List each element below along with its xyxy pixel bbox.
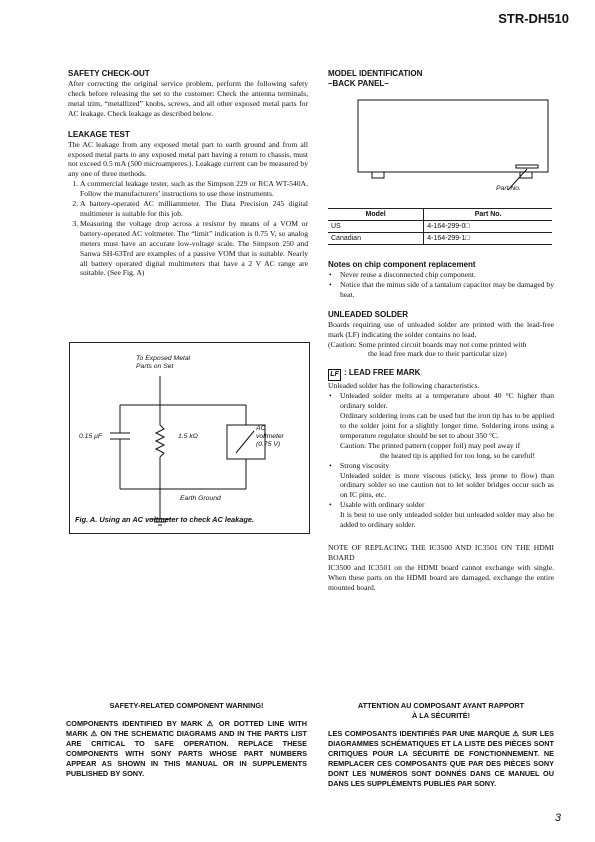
warning-english <box>66 701 307 779</box>
chip-list <box>328 270 554 300</box>
lead-free-title: : LEAD FREE MARK <box>344 368 421 378</box>
warning-en-body: COMPONENTS IDENTIFIED BY MARK ⚠ OR DOTTED LINE WITH MARK ⚠ ON THE SCHEMATIC DIAGRAMS AND IN THE PARTS LIST ARE CRITICAL TO SAFE OPERATION. REPLACE THESE COMPONENTS WITH SONY PARTS WHOSE PART NUMBERS APPEAR AS SHOWN IN THIS MANUAL OR IN SUPPLEMENTS PUBLISHED BY SONY. <box>66 719 307 778</box>
figure-caption: Fig. A. Using an AC voltmeter to check AC leakage. <box>75 515 255 524</box>
unleaded-caution-2: the lead free mark due to their particular size) <box>368 349 507 359</box>
list-item: • Notice that the minus side of a tantalum capacitor may be damaged by heat. <box>340 280 554 300</box>
warning-fr-title-2: À LA SÉCURITÉ! <box>411 711 471 720</box>
chip-title: Notes on chip component replacement <box>328 260 476 269</box>
table-row <box>328 221 552 233</box>
model-id-title-1: MODEL IDENTIFICATION <box>328 69 423 78</box>
leakage-method-3: 3. Measuring the voltage drop across a resistor by means of a VOM or battery-operated AC voltmeter. The “limit” indication is 0.75 V, so analog meters must have an accurate low-voltage scale. The Simpson 250 and Sanwa SH-63Trd are examples of a passive VOM that is suitable. Nearly all battery operated digital multimeters that have a 2 V AC range are suitable. (See Fig. A) <box>80 219 308 278</box>
list-item <box>340 500 554 530</box>
lead-free-list <box>328 391 554 530</box>
list-item: • Never reuse a disconnected chip component. <box>340 270 554 280</box>
lead-free-item2-body: Unleaded solder is more viscous (sticky, less prone to flow) than ordinary solder so use caution not to let solder bridges occur such as on IC pins, etc. <box>340 470 554 500</box>
meter-label-2: voltmeter <box>256 433 284 440</box>
leakage-method-1: 1. A commercial leakage tester, such as the Simpson 229 or RCA WT-540A. Follow the manufacturers’ instructions to use these instruments. <box>80 179 308 199</box>
leakage-title: LEAKAGE TEST <box>68 129 130 139</box>
lead-free-item1-body: Ordinary soldering irons can be used but the iron tip has to be applied to the solder joint for a slightly longer time. Soldering irons using a temperature regulator should be set to about 350 °C. <box>340 411 554 440</box>
warning-en-title: SAFETY-RELATED COMPONENT WARNING! <box>109 701 264 710</box>
meter-label-3: (0.75 V) <box>256 441 281 448</box>
model-table <box>328 208 552 245</box>
lead-free-title-row <box>328 368 554 381</box>
safety-title: SAFETY CHECK-OUT <box>68 69 150 78</box>
hdmi-note-title: NOTE OF REPLACING THE IC3500 AND IC3501 ON THE HDMI BOARD <box>328 542 554 562</box>
warning-french <box>328 701 554 789</box>
lead-free-item1-caution-2: the heated tip is applied for too long, so be careful! <box>380 450 535 460</box>
figure-a <box>69 342 310 534</box>
model-header: STR-DH510 <box>498 11 569 26</box>
back-panel-drawing <box>328 89 554 194</box>
resistor-label: 1.5 kΩ <box>178 433 198 440</box>
unleaded-caution-1: (Caution: Some printed circuit boards may not come printed with <box>328 339 527 349</box>
fig-top-label-1: To Exposed Metal <box>136 355 191 362</box>
hdmi-note-body: IC3500 and IC3501 on the HDMI board cannot exchange with single. When these parts on the HDMI board are damaged, exchange the entire mounted board. <box>328 562 554 592</box>
fig-top-label-2: Parts on Set <box>136 363 174 370</box>
leakage-body: The AC leakage from any exposed metal part to earth ground and from all exposed metal parts to any exposed metal part having a return to chassis, must not exceed 0.5 mA (500 microamperes.). Leakage current can be measured by any one of three methods. <box>68 139 308 179</box>
lead-free-item3-body: It is best to use only unleaded solder but unleaded solder may also be added to ordinary solder. <box>340 510 554 530</box>
left-column <box>68 69 308 278</box>
capacitor-label: 0.15 μF <box>79 433 102 440</box>
table-row <box>328 233 552 245</box>
list-item <box>340 461 554 501</box>
safety-body: After correcting the original service problem, perform the following safety check before releasing the set to the customer: Check the antenna terminals, metal trim, “metallized” knobs, screws, and all other exposed metal parts for AC leakage. Check leakage as described below. <box>68 79 308 118</box>
model-col-header: Model <box>328 209 424 221</box>
unleaded-body: Boards requiring use of unleaded solder are printed with the lead-free mark (LF) indicating the solder contains no lead. <box>328 319 554 339</box>
warning-fr-body: LES COMPOSANTS IDENTIFIÉS PAR UNE MARQUE ⚠ SUR LES DIAGRAMMES SCHÉMATIQUES ET LA LISTE DES PIÈCES SONT CRITIQUES POUR LA SÉCURITÉ DE FONCTIONNEMENT. NE REMPLACER CES COMPOSANTS QUE PAR DES PIÈCES SONY DONT LES NUMÉROS SONT DONNÉS DANS CE MANUEL OU DANS LES SUPPLÉMENTS PUBLIÉS PAR SONY. <box>328 729 554 788</box>
lead-free-icon: LF <box>328 369 341 381</box>
lead-free-intro: Unleaded solder has the following characteristics. <box>328 381 480 391</box>
model-cell: Canadian <box>328 233 424 245</box>
model-cell: US <box>328 221 424 233</box>
earth-ground-label: Earth Ground <box>180 495 221 502</box>
page-number: 3 <box>554 812 561 824</box>
part-no-label: Part No. <box>496 185 521 192</box>
leakage-method-2: 2. A battery-operated AC milliammeter. The Data Precision 245 digital multimeter is suitable for this job. <box>80 199 308 219</box>
partno-cell: 4-164-299-0□ <box>424 221 552 233</box>
model-id-title-2: –BACK PANEL– <box>328 79 389 88</box>
meter-label-1: AC <box>256 425 266 432</box>
list-item <box>340 391 554 460</box>
lead-free-item3-head: • Usable with ordinary solder <box>340 500 425 510</box>
lead-free-item1-caution-1: Caution: The printed pattern (copper foil) may peel away if <box>340 440 521 450</box>
lead-free-item1-head: • Unleaded solder melts at a temperature about 40 °C higher than ordinary solder. <box>340 391 554 411</box>
right-column <box>328 69 554 592</box>
partno-col-header: Part No. <box>424 209 552 221</box>
unleaded-title: UNLEADED SOLDER <box>328 309 409 319</box>
warning-fr-title-1: ATTENTION AU COMPOSANT AYANT RAPPORT <box>357 701 525 710</box>
leakage-methods <box>68 179 308 278</box>
back-panel-outline <box>328 89 554 194</box>
lead-free-item2-head: • Strong viscosity <box>340 460 390 470</box>
partno-cell: 4-164-299-1□ <box>424 233 552 245</box>
